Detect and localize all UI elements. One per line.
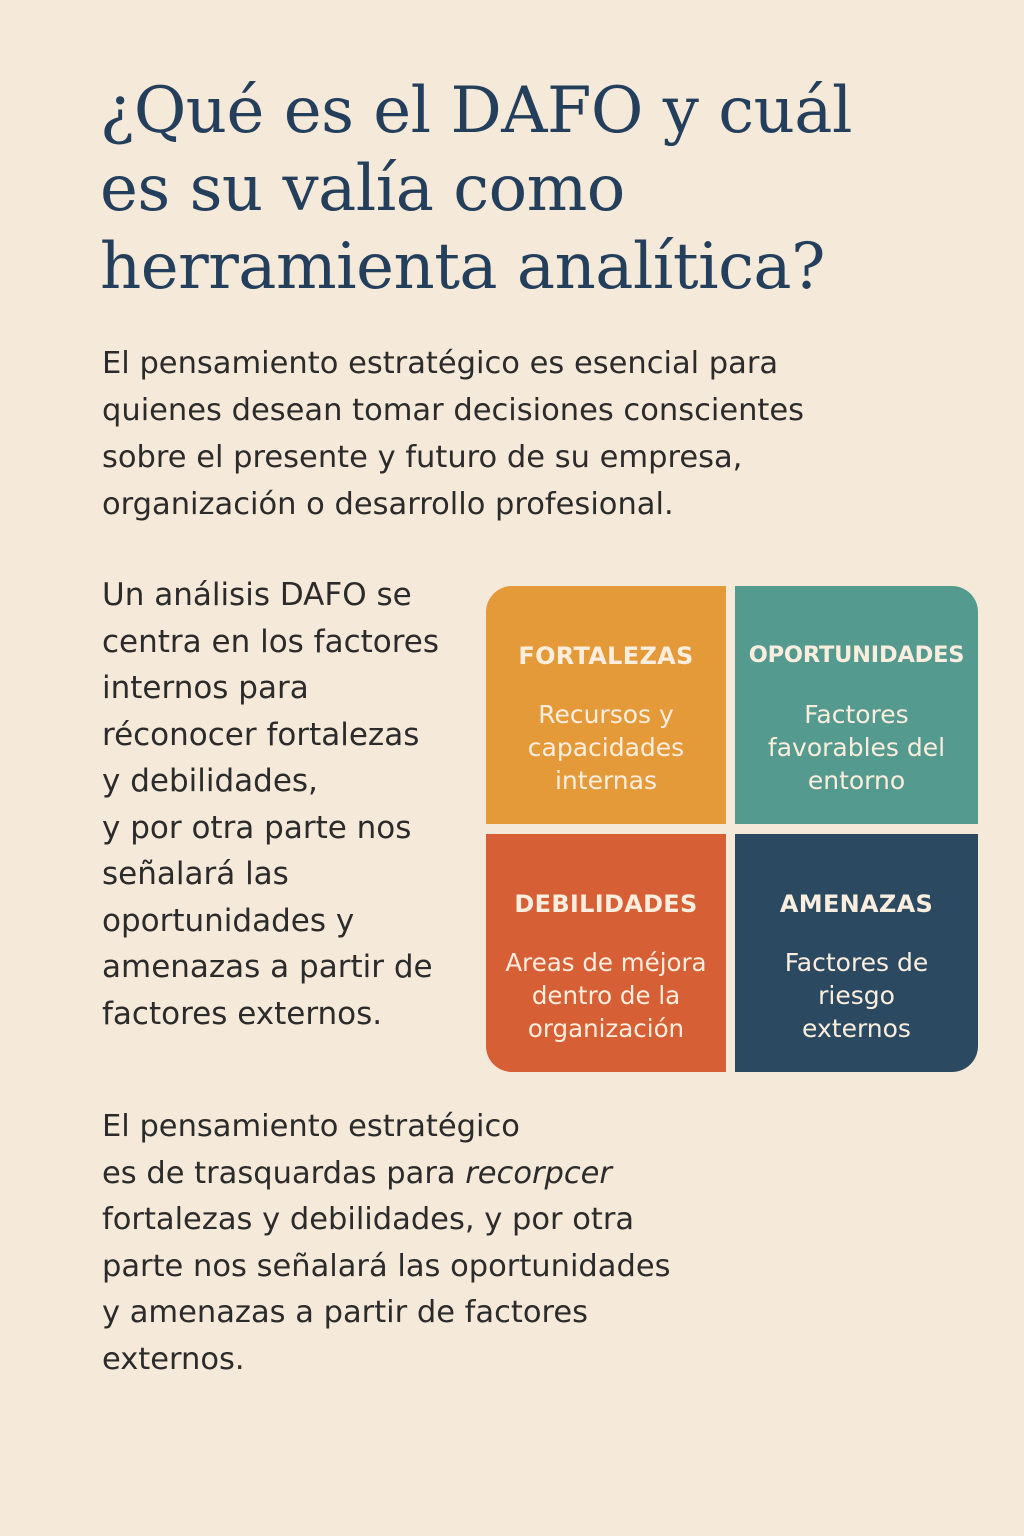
explanation-line: y debilidades, <box>102 763 318 799</box>
weaknesses-description <box>492 946 720 1045</box>
threats-desc-line: externos <box>802 1014 911 1043</box>
threats-desc-line: Factores de <box>784 948 929 977</box>
title-line: ¿Qué es el DAFO y cuál <box>100 74 852 148</box>
explanation-line: centra en los factores <box>102 623 440 660</box>
opportunities-description <box>741 698 972 797</box>
opportunities-desc-line: entorno <box>807 766 906 795</box>
weaknesses-desc-line: dentro de la <box>531 981 681 1010</box>
weaknesses-desc-line: Areas de méjora <box>505 948 707 977</box>
explanation-line: oportunidades y <box>102 902 355 939</box>
opportunities-quadrant <box>735 586 978 824</box>
intro-line: El pensamiento estratégico es esencial para <box>102 346 779 381</box>
page-title <box>100 72 980 306</box>
opportunities-desc-line: favorables del <box>767 733 946 762</box>
title-line: es su valía como <box>100 152 625 226</box>
closing-line: fortalezas y debilidades, y por otra <box>102 1202 635 1237</box>
strengths-desc-line: Recursos y <box>538 700 674 729</box>
explanation-line: señalará las <box>102 856 289 892</box>
dafo-explanation-paragraph <box>102 572 439 1037</box>
title-line: herramienta analítica? <box>100 230 825 304</box>
strengths-description <box>492 698 720 797</box>
threats-quadrant <box>735 834 978 1072</box>
closing-italic-word: recorpcer <box>465 1155 612 1191</box>
closing-line: parte nos señalará las oportunidades <box>102 1248 671 1284</box>
opportunities-desc-line: Factores <box>804 700 909 729</box>
intro-line: organización o desarrollo profesional. <box>102 487 674 522</box>
explanation-line: factores externos. <box>102 995 383 1032</box>
weaknesses-title: DEBILIDADES <box>514 890 698 918</box>
opportunities-title: OPORTUNIDADES <box>748 642 965 668</box>
strengths-title: FORTALEZAS <box>518 642 694 670</box>
threats-title: AMENAZAS <box>779 890 934 918</box>
explanation-line: amenazas a partir de <box>102 949 433 985</box>
intro-line: sobre el presente y futuro de su empresa, <box>102 440 743 475</box>
intro-paragraph <box>102 340 804 528</box>
closing-line-start: es de trasquardas para <box>102 1155 466 1191</box>
closing-line: y amenazas a partir de factores <box>102 1295 589 1330</box>
intro-line: quienes desean tomar decisiones conscientes <box>102 393 805 428</box>
strengths-quadrant <box>486 586 726 824</box>
explanation-line: Un análisis DAFO se <box>102 577 412 613</box>
closing-line: El pensamiento estratégico <box>102 1109 520 1144</box>
closing-line <box>102 1151 670 1198</box>
threats-description <box>741 946 972 1045</box>
strengths-desc-line: internas <box>554 766 657 795</box>
strengths-desc-line: capacidades <box>527 733 685 762</box>
weaknesses-quadrant <box>486 834 726 1072</box>
closing-paragraph <box>102 1104 670 1383</box>
closing-line: externos. <box>102 1341 245 1377</box>
threats-desc-line: riesgo <box>818 981 895 1010</box>
explanation-line: réconocer fortalezas <box>102 716 420 753</box>
weaknesses-desc-line: organización <box>527 1014 685 1043</box>
explanation-line: y por otra parte nos <box>102 809 412 846</box>
dafo-matrix <box>486 586 978 1072</box>
explanation-line: internos para <box>102 670 309 706</box>
